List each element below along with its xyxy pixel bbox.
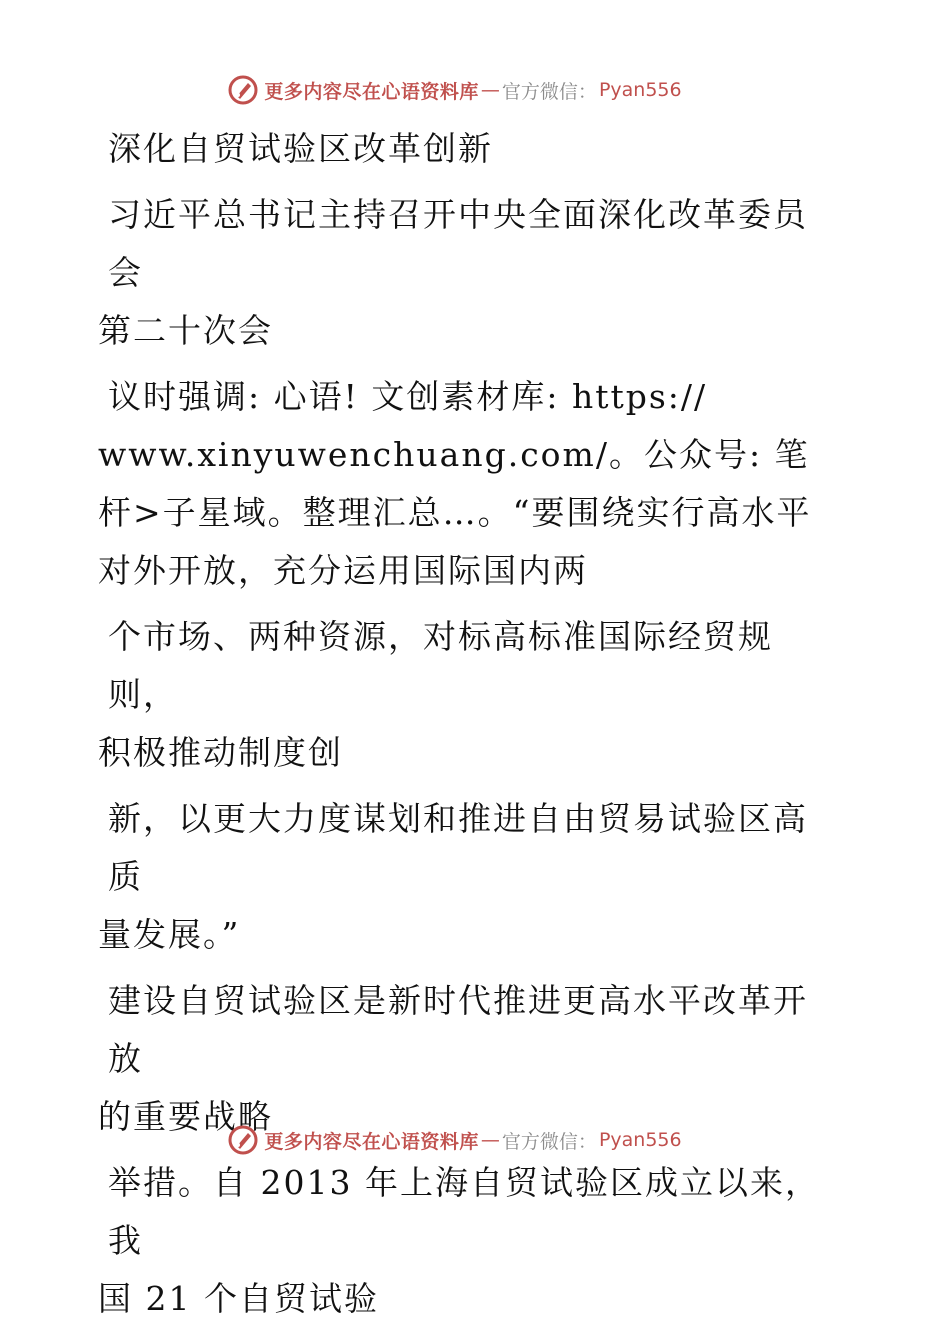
paragraph-1	[98, 186, 838, 360]
watermark-wechat-label: 官方微信：	[501, 1130, 597, 1153]
footer-watermark	[0, 1122, 950, 1158]
document-title: 深化自贸试验区改革创新	[108, 129, 493, 168]
paragraph-5	[98, 972, 838, 1146]
watermark-wechat-label: 官方微信：	[501, 80, 597, 103]
pen-logo-icon	[228, 1125, 258, 1155]
paragraph-line: 举措。自 2013 年上海自贸试验区成立以来，我	[108, 1163, 820, 1260]
watermark-text: 更多内容尽在心语资料库	[264, 80, 479, 103]
paragraph-line: 议时强调: 心语! 文创素材库: https://	[108, 377, 708, 416]
paragraph-line: 积极推动制度创	[98, 733, 343, 772]
paragraph-line: 习近平总书记主持召开中央全面深化改革委员会	[108, 195, 808, 292]
paragraph-line: 第二十次会	[98, 311, 273, 350]
paragraph-line: 国 21 个自贸试验	[98, 1279, 379, 1318]
watermark-separator: —	[480, 79, 500, 101]
pen-logo-icon	[228, 75, 258, 105]
header-watermark	[0, 72, 950, 108]
paragraph-line: 新，以更大力度谋划和推进自由贸易试验区高质	[108, 799, 808, 896]
watermark-separator: —	[480, 1129, 500, 1151]
paragraph-3	[98, 608, 838, 782]
paragraph-4	[98, 790, 838, 964]
paragraph-line: 个市场、两种资源，对标高标准国际经贸规则，	[108, 617, 773, 714]
paragraph-2	[98, 368, 838, 600]
paragraph-line: www.xinyuwenchuang.com/。公众号: 笔杆>子星域。整理汇总…。“要围绕实行高水平对外开放，充分运用国际国内两	[98, 435, 812, 590]
paragraph-line: 建设自贸试验区是新时代推进更高水平改革开放	[108, 981, 808, 1078]
watermark-wechat-id: Pyan556	[598, 79, 682, 101]
paragraph-6	[98, 1154, 838, 1328]
watermark-text: 更多内容尽在心语资料库	[264, 1130, 479, 1153]
paragraph-line: 的重要战略	[98, 1097, 273, 1136]
paragraph-line: 量发展。”	[98, 915, 241, 954]
watermark-wechat-id: Pyan556	[598, 1129, 682, 1151]
